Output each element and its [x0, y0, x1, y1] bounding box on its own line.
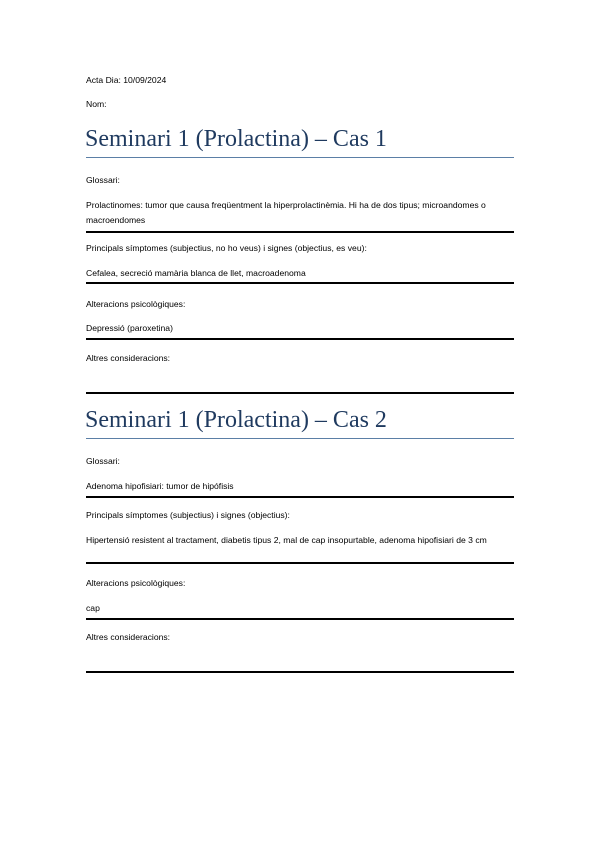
- case-1-alteracions-label: Alteracions psicològiques:: [86, 299, 186, 309]
- nom-field: Nom:: [86, 99, 107, 109]
- case-2-title: Seminari 1 (Prolactina) – Cas 2: [85, 407, 387, 433]
- case-2-glossari-rule: [86, 496, 514, 498]
- case-2-alteracions-text: cap: [86, 603, 100, 613]
- case-2-title-rule: [86, 438, 514, 439]
- case-2-simptomes-text: Hipertensió resistent al tractament, diabetis tipus 2, mal de cap insopurtable, adenoma hipofisiari de 3 cm: [86, 535, 487, 545]
- acta-date: Acta Dia: 10/09/2024: [86, 75, 167, 85]
- case-1-simptomes-text: Cefalea, secreció mamària blanca de llet, macroadenoma: [86, 268, 306, 278]
- case-2-glossari-text: Adenoma hipofisiari: tumor de hipófisis: [86, 481, 234, 491]
- case-2-simptomes-rule: [86, 562, 514, 564]
- case-1-altres-rule: [86, 392, 514, 394]
- case-1-glossari-rule: [86, 231, 514, 233]
- case-2-alteracions-label: Alteracions psicològiques:: [86, 578, 186, 588]
- case-1-simptomes-label: Principals símptomes (subjectius, no ho veus) i signes (objectius, es veu):: [86, 243, 367, 253]
- case-1-alteracions-text: Depressió (paroxetina): [86, 323, 173, 333]
- case-1-glossari-label: Glossari:: [86, 175, 120, 185]
- case-2-simptomes-label: Principals símptomes (subjectius) i signes (objectius):: [86, 510, 290, 520]
- case-2-glossari-label: Glossari:: [86, 456, 120, 466]
- case-2-altres-label: Altres consideracions:: [86, 632, 171, 642]
- case-1-altres-label: Altres consideracions:: [86, 353, 171, 363]
- case-1-title-rule: [86, 157, 514, 158]
- case-2-alteracions-rule: [86, 618, 514, 620]
- case-2-altres-rule: [86, 671, 514, 673]
- case-1-alteracions-rule: [86, 338, 514, 340]
- case-1-glossari-text: Prolactinomes: tumor que causa freqüentment la hiperprolactinèmia. Hi ha de dos tipus; microandomes o macroendomes: [86, 200, 486, 225]
- case-1-title: Seminari 1 (Prolactina) – Cas 1: [85, 126, 387, 152]
- case-1-simptomes-rule: [86, 282, 514, 284]
